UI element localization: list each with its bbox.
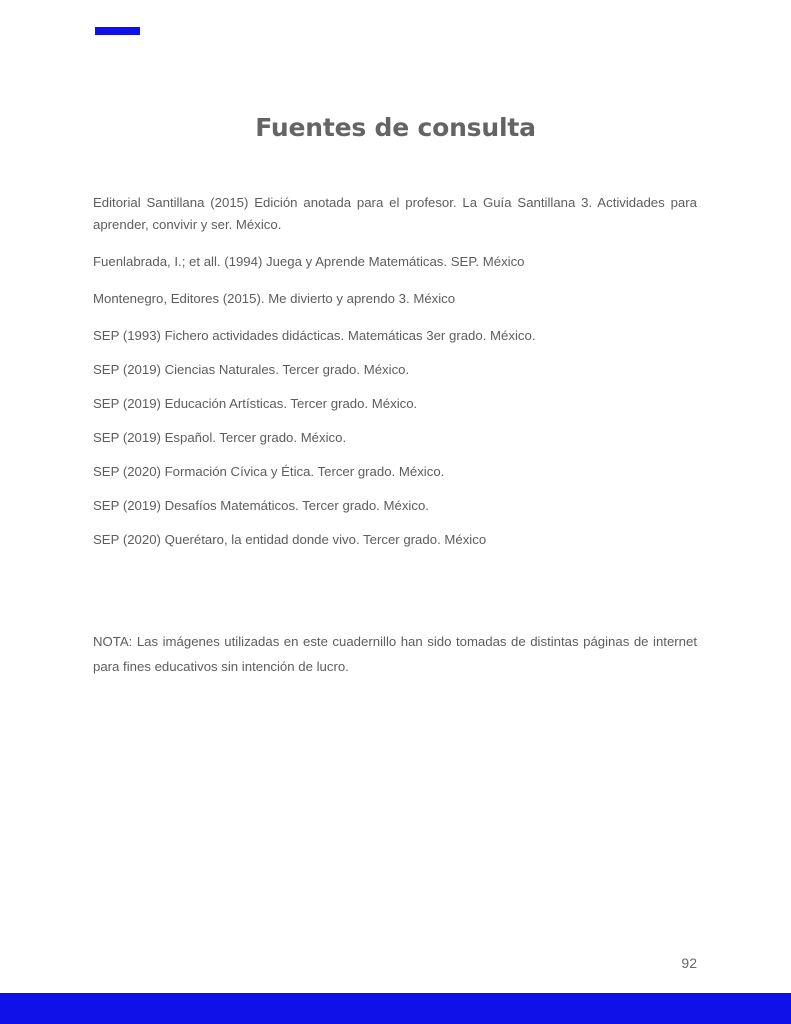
reference-item: SEP (2019) Educación Artísticas. Tercer grado. México.: [93, 396, 418, 411]
references-list: [93, 192, 697, 551]
reference-item: Montenegro, Editores (2015). Me divierto y aprendo 3. México: [93, 291, 456, 306]
reference-item: SEP (2019) Español. Tercer grado. México.: [93, 430, 347, 445]
reference-item: SEP (2020) Formación Cívica y Ética. Tercer grado. México.: [93, 464, 445, 479]
reference-item: SEP (2020) Querétaro, la entidad donde vivo. Tercer grado. México: [93, 532, 487, 547]
reference-item: Fuenlabrada, I.; et all. (1994) Juega y Aprende Matemáticas. SEP. México: [93, 254, 525, 269]
reference-item: SEP (1993) Fichero actividades didácticas. Matemáticas 3er grado. México.: [93, 328, 536, 343]
top-accent-bar: [95, 27, 140, 35]
page-title: Fuentes de consulta: [255, 113, 536, 142]
page-number: 92: [681, 955, 697, 971]
reference-item: Editorial Santillana (2015) Edición anotada para el profesor. La Guía Santillana 3. Actividades para aprender, convivir y ser. México.: [93, 195, 697, 232]
reference-item: SEP (2019) Ciencias Naturales. Tercer grado. México.: [93, 362, 410, 377]
reference-item: SEP (2019) Desafíos Matemáticos. Tercer grado. México.: [93, 498, 429, 513]
note-paragraph: NOTA: Las imágenes utilizadas en este cuadernillo han sido tomadas de distintas páginas de internet para fines educativos sin intención de lucro.: [93, 634, 697, 674]
bottom-accent-bar: [0, 993, 791, 1024]
